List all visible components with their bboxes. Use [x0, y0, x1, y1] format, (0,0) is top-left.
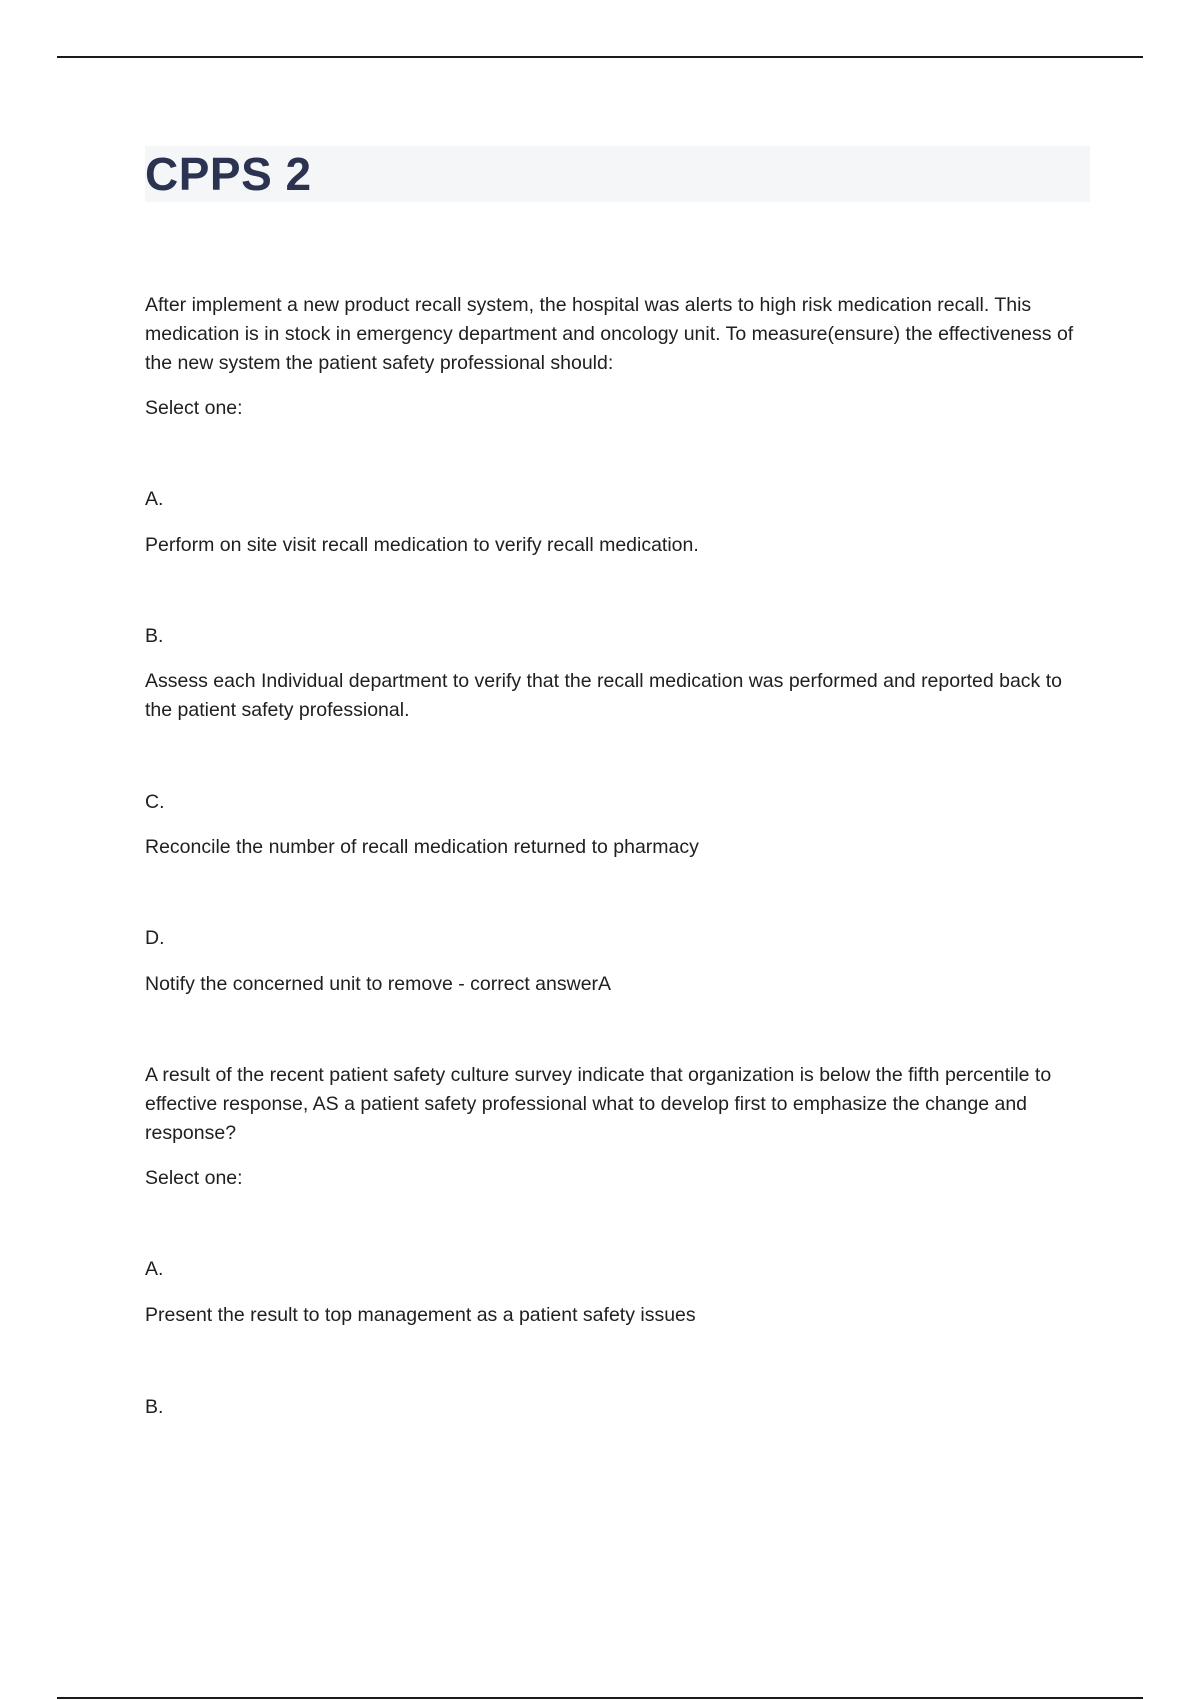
- question-1-option-b-text: Assess each Individual department to verify that the recall medication was performed and reported back to the patient safety professional.: [145, 670, 1062, 721]
- question-2-prompt: A result of the recent patient safety culture survey indicate that organization is below the fifth percentile to effective response, AS a patient safety professional what to develop first to emphasize the change and response?: [145, 1064, 1052, 1144]
- question-2-instruction: Select one:: [145, 1167, 243, 1189]
- header-rule: [57, 56, 1143, 58]
- question-2-option-b-letter: B.: [145, 1396, 164, 1418]
- question-1-option-a-letter: A.: [145, 488, 164, 510]
- question-1-prompt: After implement a new product recall system, the hospital was alerts to high risk medication recall. This medication is in stock in emergency department and oncology unit. To measure(ensure) the effectiveness of the new system the patient safety professional should:: [145, 294, 1074, 374]
- question-1-option-b-letter: B.: [145, 625, 164, 647]
- question-1-option-c-letter: C.: [145, 791, 165, 813]
- question-1-option-d-text: Notify the concerned unit to remove - correct answerA: [145, 973, 612, 995]
- footer-rule: [57, 1697, 1143, 1699]
- document-title: CPPS 2: [145, 148, 312, 200]
- question-1-option-a-text: Perform on site visit recall medication to verify recall medication.: [145, 534, 699, 556]
- question-2-option-a-letter: A.: [145, 1258, 164, 1280]
- question-1-option-d-letter: D.: [145, 927, 165, 949]
- question-1-option-c-text: Reconcile the number of recall medication returned to pharmacy: [145, 836, 699, 858]
- question-2-option-a-text: Present the result to top management as a patient safety issues: [145, 1304, 696, 1326]
- question-1-instruction: Select one:: [145, 397, 243, 419]
